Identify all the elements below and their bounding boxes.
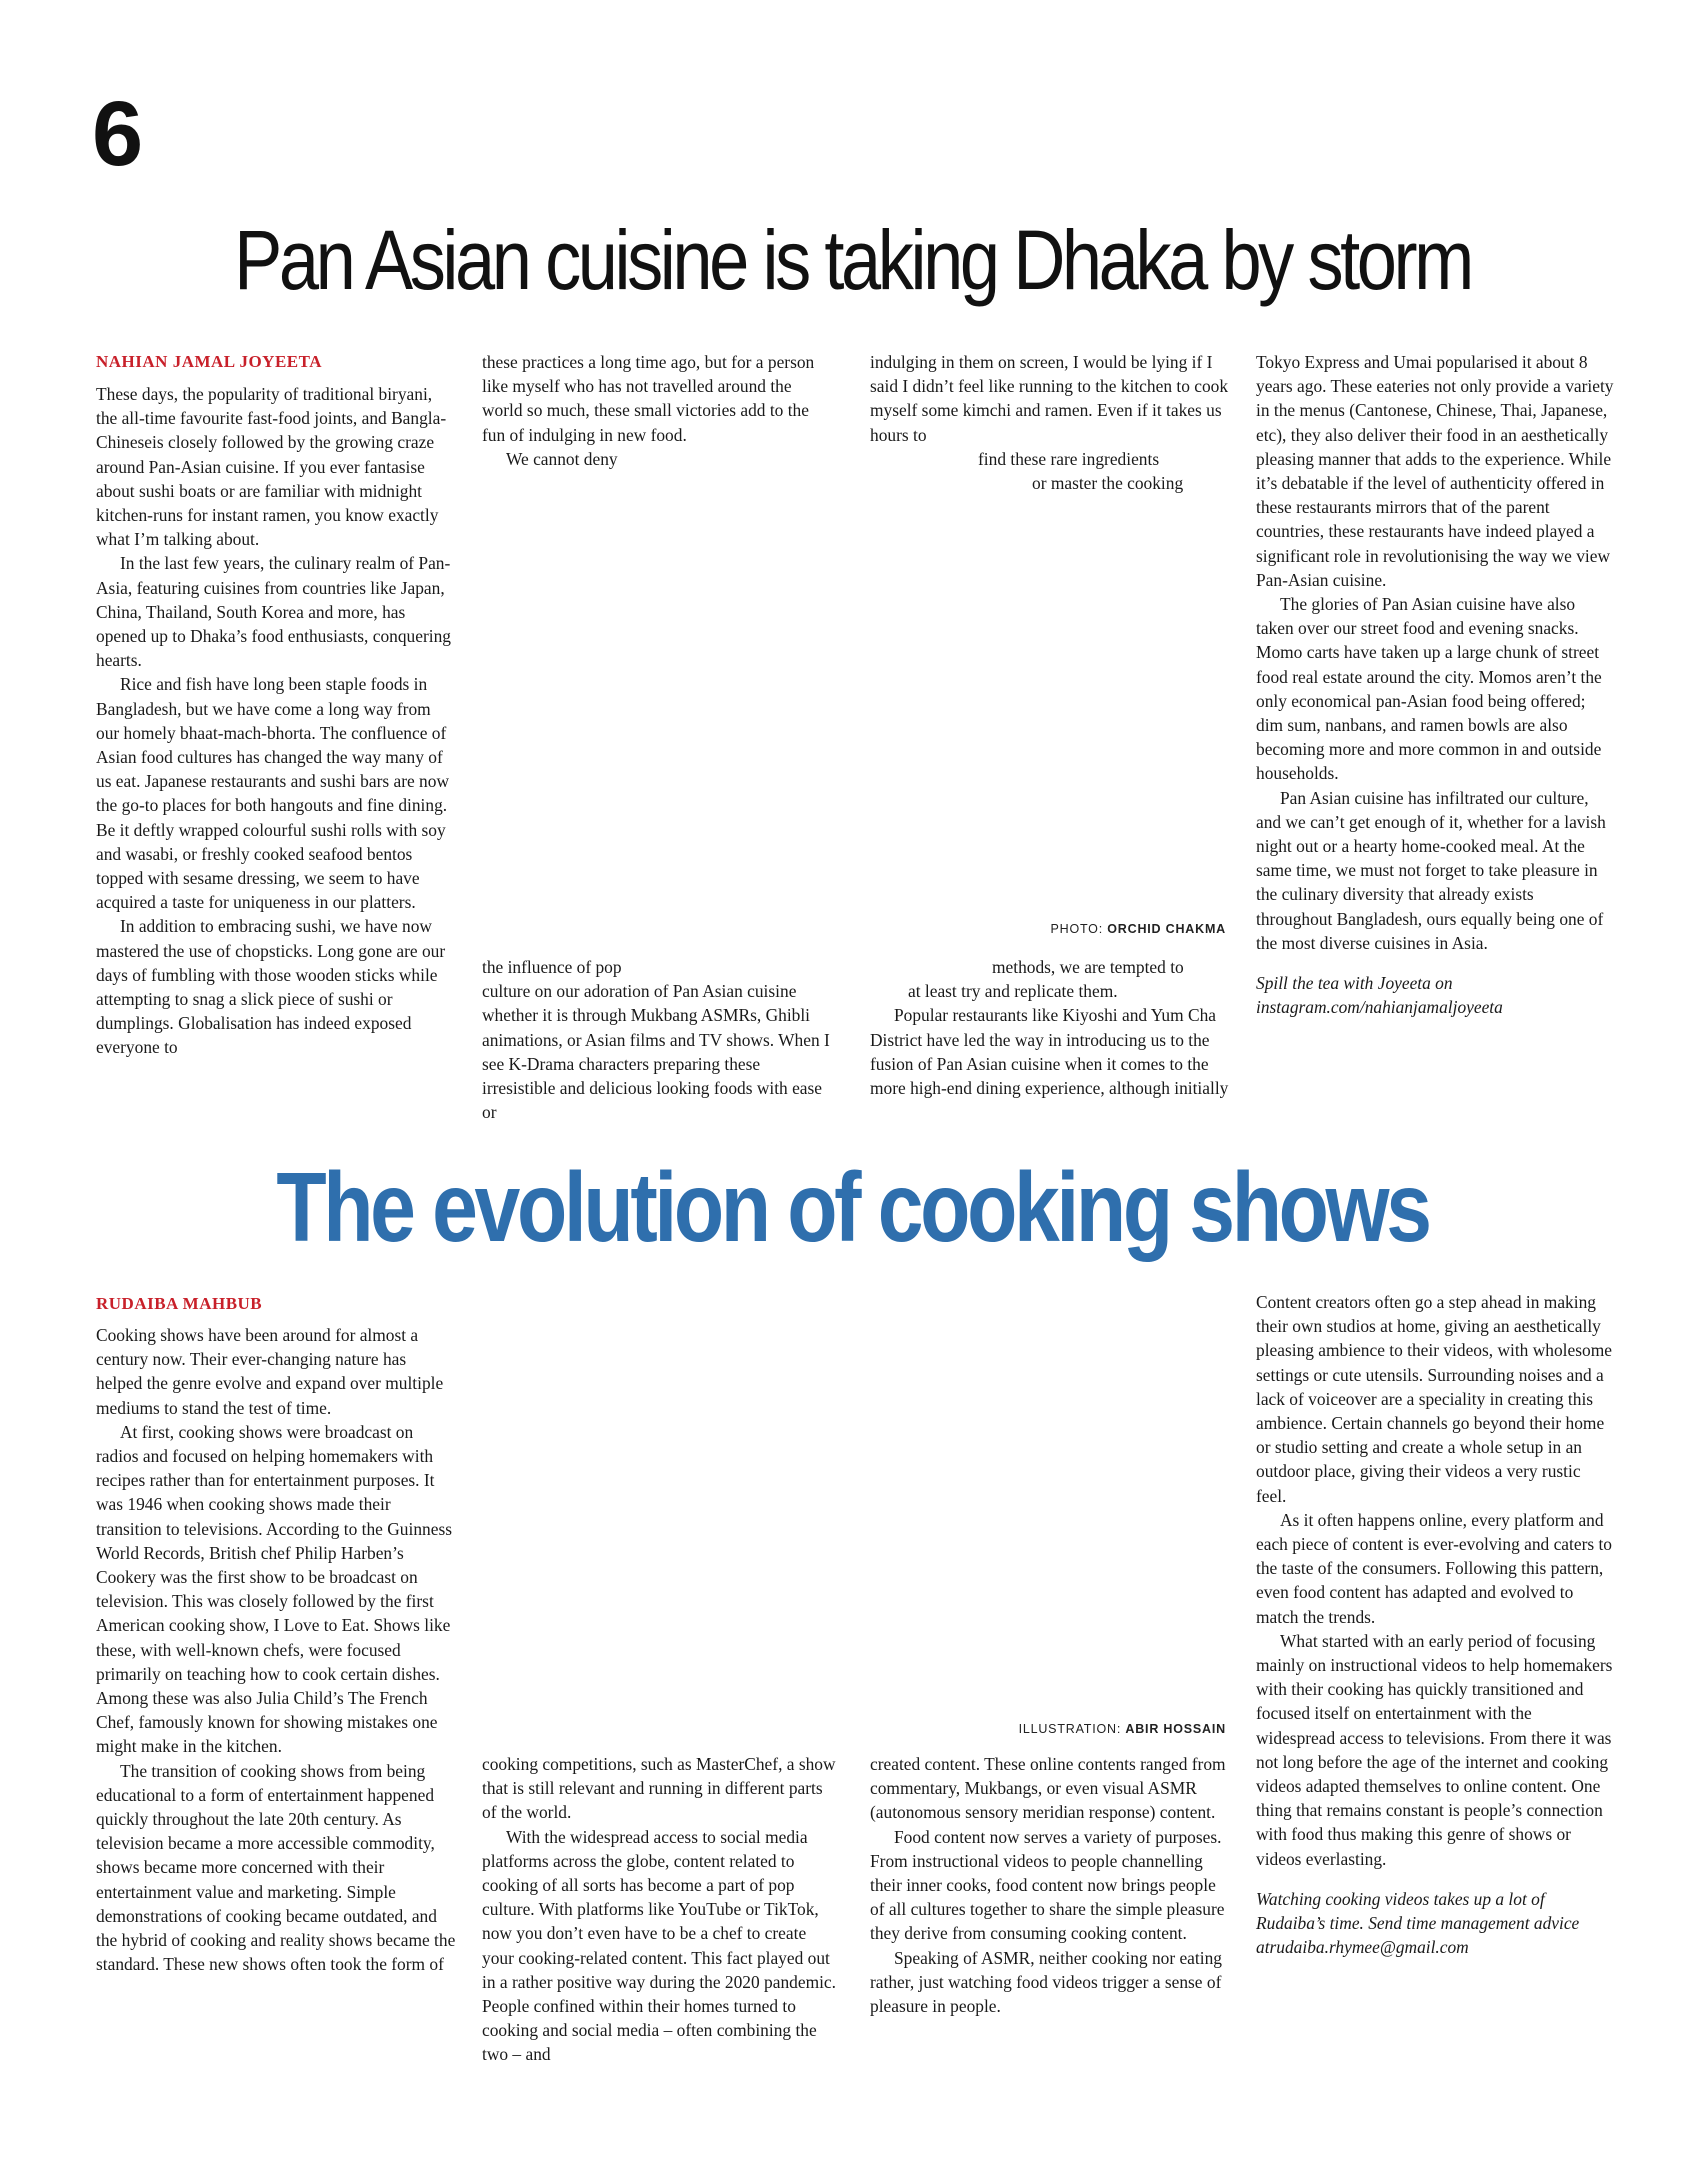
paragraph: indulging in them on screen, I would be lying if I said I didn’t feel like running to the kitchen to cook myself some kimchi and ramen. Even if it takes us hours to bbox=[870, 352, 1229, 445]
article1-column-2-top bbox=[482, 350, 834, 471]
article1-column-4 bbox=[1256, 350, 1614, 1019]
paragraph: In addition to embracing sushi, we have now mastered the use of chopsticks. Long gone are our days of fumbling with those wooden sticks while attempting to snag a slick piece of sushi or dumplings. Globalisation has indeed exposed everyone to bbox=[96, 916, 446, 1058]
paragraph: or master the cooking bbox=[1032, 473, 1184, 494]
paragraph: Speaking of ASMR, neither cooking nor eating rather, just watching food videos trigger a sense of pleasure in people. bbox=[870, 1947, 1222, 2017]
article1-signoff: Spill the tea with Joyeeta on instagram.com/nahianjamaljoyeeta bbox=[1256, 973, 1503, 1018]
article2-column-1 bbox=[96, 1323, 456, 1976]
illustration-credit bbox=[900, 1722, 1226, 1736]
article1-column-1 bbox=[96, 382, 456, 1060]
paragraph: Pan Asian cuisine has infiltrated our culture, and we can’t get enough of it, whether for a lavish night out or a hearty home-cooked meal. At the same time, we must not forget to take pleasure in the culinary diversity that already exists throughout Bangladesh, ours equally being one of the most diverse cuisines in Asia. bbox=[1256, 787, 1606, 953]
paragraph: created content. These online contents ranged from commentary, Mukbangs, or even visual ASMR (autonomous sensory meridian response) content. bbox=[870, 1754, 1226, 1823]
paragraph: the influence of pop bbox=[482, 957, 622, 977]
paragraph: As it often happens online, every platform and each piece of content is ever-evolving and caters to the taste of the consumers. Following this pattern, even food content has adapted and evolved to match the trends. bbox=[1256, 1509, 1612, 1627]
article1-column-3-top bbox=[870, 350, 1230, 495]
photo-credit-label: PHOTO: bbox=[1050, 922, 1103, 936]
article1-column-3-bottom bbox=[870, 955, 1230, 1100]
illustration-credit-label: ILLUSTRATION: bbox=[1018, 1722, 1122, 1736]
article2-byline: RUDAIBA MAHBUB bbox=[96, 1294, 263, 1313]
paragraph: In the last few years, the culinary realm of Pan-Asia, featuring cuisines from countries like Japan, China, Thailand, South Korea and more, has opened up to Dhaka’s food enthusiasts, conquering hearts. bbox=[96, 553, 451, 671]
paragraph: find these rare ingredients bbox=[978, 448, 1160, 469]
paragraph: Cooking shows have been around for almost a century now. Their ever-changing nature has helped the genre evolve and expand over multiple mediums to stand the test of time. bbox=[96, 1325, 444, 1418]
paragraph: Content creators often go a step ahead in making their own studios at home, giving an aesthetically pleasing ambience to their videos, with wholesome settings or cute utensils. Surrounding noises and a lack of voiceover are a speciality in creating this ambience. Certain channels go beyond their home or studio setting and create a whole setup in an outdoor place, giving their videos a very rustic feel. bbox=[1256, 1292, 1612, 1506]
paragraph: Food content now serves a variety of purposes. From instructional videos to people channelling their inner cooks, food content now brings people of all cultures together to share the simple pleasure they derive from consuming cooking content. bbox=[870, 1826, 1225, 1944]
paragraph: cooking competitions, such as MasterChef, a show that is still relevant and running in different parts of the world. bbox=[482, 1754, 836, 1823]
article2-signoff: Watching cooking videos takes up a lot of Rudaiba’s time. Send time management advice atrudaiba.rhymee@gmail.com bbox=[1256, 1888, 1580, 1958]
paragraph: The glories of Pan Asian cuisine have also taken over our street food and evening snacks. Momo carts have taken up a large chunk of street food real estate around the city. Momos aren’t the only economical pan-Asian food being offered; dim sum, nanbans, and ramen bowls are also becoming more and more common in and outside households. bbox=[1256, 594, 1602, 784]
paragraph: These days, the popularity of traditional biryani, the all-time favourite fast-food joints, and Bangla-Chineseis closely followed by the growing craze around Pan-Asian cuisine. If you ever fantasise about sushi boats or are familiar with midnight kitchen-runs for instant ramen, you know exactly what I’m talking about. bbox=[96, 384, 447, 550]
paragraph: Tokyo Express and Umai popularised it about 8 years ago. These eateries not only provide a variety in the menus (Cantonese, Chinese, Thai, Japanese, etc), they also deliver their food in an aesthetically pleasing manner that adds to the experience. While it’s debatable if the level of authenticity offered in these restaurants mirrors that of the parent countries, these restaurants have indeed played a significant role in revolutionising the way we view Pan-Asian cuisine. bbox=[1256, 352, 1614, 590]
paragraph: at least try and replicate them. bbox=[908, 981, 1118, 1002]
illustration-credit-name: ABIR HOSSAIN bbox=[1125, 1722, 1226, 1736]
article1-byline: NAHIAN JAMAL JOYEETA bbox=[96, 352, 322, 371]
paragraph: What started with an early period of focusing mainly on instructional videos to help homemakers with their cooking has quickly transitioned and focused itself on entertainment with the widespread access to televisions. From there it was not long before the age of the internet and cooking videos adapted themselves to online content. One thing that remains constant is people’s connection with food thus making this genre of shows or videos everlasting. bbox=[1256, 1630, 1613, 1869]
article1-column-2-bottom bbox=[482, 955, 834, 1124]
paragraph: At first, cooking shows were broadcast on radios and focused on helping homemakers with recipes rather than for entertainment purposes. It was 1946 when cooking shows made their transition to televisions. According to the Guinness World Records, British chef Philip Harben’s Cookery was the first show to be broadcast on television. This was closely followed by the first American cooking show, I Love to Eat. Shows like these, with well-known chefs, were focused primarily on teaching how to cook certain dishes. Among these was also Julia Child’s The French Chef, famously known for showing mistakes one might make in the kitchen. bbox=[96, 1421, 452, 1757]
paragraph: With the widespread access to social media platforms across the globe, content related to cooking of all sorts has become a part of pop culture. With platforms like YouTube or TikTok, now you don’t even have to be a chef to create your cooking-related content. This fact played out in a rather positive way during the 2020 pandemic. People confined within their homes turned to cooking and social media – often combining the two – and bbox=[482, 1826, 836, 2065]
paragraph: Rice and fish have long been staple foods in Bangladesh, but we have come a long way from our homely bhaat-mach-bhorta. The confluence of Asian food cultures has changed the way many of us eat. Japanese restaurants and sushi bars are now the go-to places for both hangouts and fine dining. Be it deftly wrapped colourful sushi rolls with soy and wasabi, or freshly cooked seafood bentos topped with sesame dressing, we seem to have acquired a taste for uniqueness in our platters. bbox=[96, 674, 450, 913]
article2-column-3 bbox=[870, 1752, 1230, 2018]
paragraph: The transition of cooking shows from being educational to a form of entertainment happened quickly throughout the late 20th century. As television became a more accessible commodity, shows became more concerned with their entertainment value and marketing. Simple demonstrations of cooking became outdated, and the hybrid of cooking and reality shows became the standard. These new shows often took the form of bbox=[96, 1760, 456, 1975]
paragraph: methods, we are tempted to bbox=[992, 957, 1184, 977]
page-number: 6 bbox=[92, 83, 142, 185]
article2-headline: The evolution of cooking shows bbox=[276, 1152, 1429, 1262]
article2-column-4 bbox=[1256, 1290, 1614, 1959]
paragraph: these practices a long time ago, but for a person like myself who has not travelled around the world so much, these small victories add to the fun of indulging in new food. bbox=[482, 352, 815, 445]
paragraph: We cannot deny bbox=[506, 448, 618, 469]
photo-credit bbox=[900, 922, 1226, 936]
photo-credit-name: ORCHID CHAKMA bbox=[1107, 922, 1226, 936]
paragraph: Popular restaurants like Kiyoshi and Yum Cha District have led the way in introducing us to the fusion of Pan Asian cuisine when it comes to the more high-end dining experience, although initially bbox=[870, 1005, 1229, 1099]
article1-headline: Pan Asian cuisine is taking Dhaka by storm bbox=[234, 213, 1471, 307]
paragraph: culture on our adoration of Pan Asian cuisine whether it is through Mukbang ASMRs, Ghibli animations, or Asian films and TV shows. When I see K-Drama characters preparing these irresistible and delicious looking foods with ease or bbox=[482, 981, 830, 1123]
article2-column-2 bbox=[482, 1752, 840, 2067]
